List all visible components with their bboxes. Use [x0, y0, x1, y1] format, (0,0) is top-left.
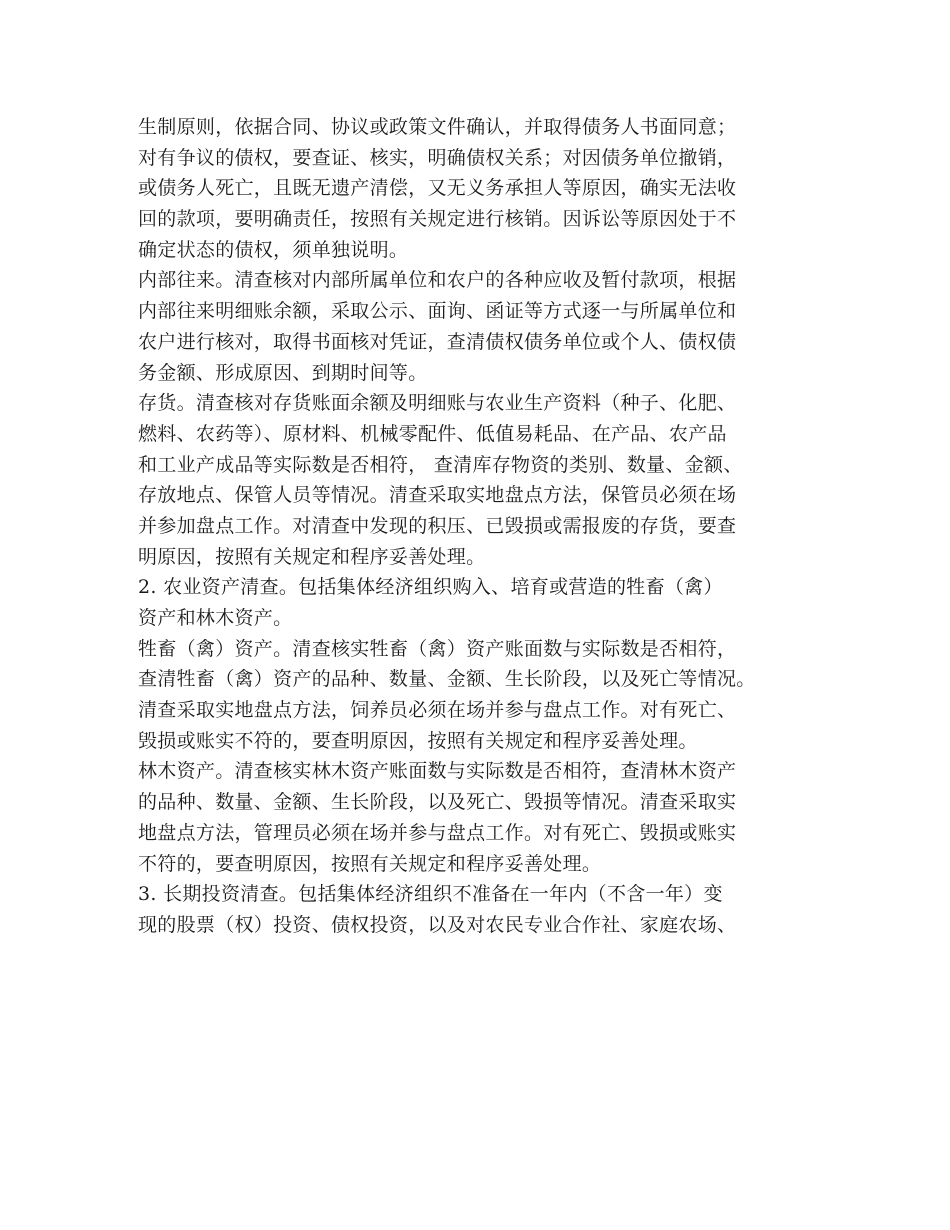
document-body: [138, 112, 828, 941]
text-line: 清查采取实地盘点方法，饲养员必须在场并参与盘点工作。对有死亡、: [138, 699, 737, 722]
text-line: 生制原则，依据合同、协议或政策文件确认，并取得债务人书面同意；: [138, 116, 737, 138]
text-line: 资产和林木资产。: [138, 607, 293, 629]
text-line: 毁损或账实不符的，要查明原因，按照有关规定和程序妥善处理。: [138, 729, 698, 752]
text-line: 并参加盘点工作。对清查中发现的积压、已毁损或需报废的存货，要查: [138, 514, 737, 537]
text-line: 查清牲畜（禽）资产的品种、数量、金额、生长阶段，以及死亡等情况。: [138, 668, 756, 691]
text-line: 内部往来明细账余额，采取公示、面询、函证等方式逐一与所属单位和: [138, 300, 737, 323]
text-line: 存货。清查核对存货账面余额及明细账与农业生产资料（种子、化肥、: [138, 392, 737, 415]
text-line: 地盘点方法，管理员必须在场并参与盘点工作。对有死亡、毁损或账实: [138, 821, 737, 844]
text-line: 对有争议的债权，要查证、核实，明确债权关系；对因债务单位撤销，: [138, 146, 737, 169]
text-line: 燃料、农药等）、原材料、机械零配件、低值易耗品、在产品、农产品: [138, 422, 727, 445]
text-line: 或债务人死亡，且既无遗产清偿，又无义务承担人等原因，确实无法收: [138, 177, 737, 200]
text-line: 农户进行核对，取得书面核对凭证，查清债权债务单位或个人、债权债: [138, 330, 737, 353]
text-line: 2. 农业资产清查。包括集体经济组织购入、培育或营造的牲畜（禽）: [138, 576, 723, 599]
text-line: 林木资产。清查核实林木资产账面数与实际数是否相符，查清林木资产: [138, 760, 737, 783]
text-line: 回的款项，要明确责任，按照有关规定进行核销。因诉讼等原因处于不: [138, 208, 737, 231]
text-line: 确定状态的债权，须单独说明。: [138, 238, 409, 261]
text-line: 3. 长期投资清查。包括集体经济组织不准备在一年内（不含一年）变: [138, 883, 723, 906]
text-line: 内部往来。清查核对内部所属单位和农户的各种应收及暂付款项，根据: [138, 269, 737, 292]
text-line: 的品种、数量、金额、生长阶段，以及死亡、毁损等情况。清查采取实: [138, 791, 737, 814]
text-line: 不符的，要查明原因，按照有关规定和程序妥善处理。: [138, 852, 602, 875]
text-line: 务金额、形成原因、到期时间等。: [138, 361, 428, 384]
text-line: 现的股票（权）投资、债权投资，以及对农民专业合作社、家庭农场、: [138, 913, 737, 936]
text-line: 和工业产成品等实际数是否相符， 查清库存物资的类别、数量、金额、: [138, 453, 743, 476]
text-line: 牲畜（禽）资产。清查核实牲畜（禽）资产账面数与实际数是否相符，: [138, 637, 737, 660]
text-line: 明原因，按照有关规定和程序妥善处理。: [138, 545, 486, 568]
text-line: 存放地点、保管人员等情况。清查采取实地盘点方法，保管员必须在场: [138, 484, 737, 507]
